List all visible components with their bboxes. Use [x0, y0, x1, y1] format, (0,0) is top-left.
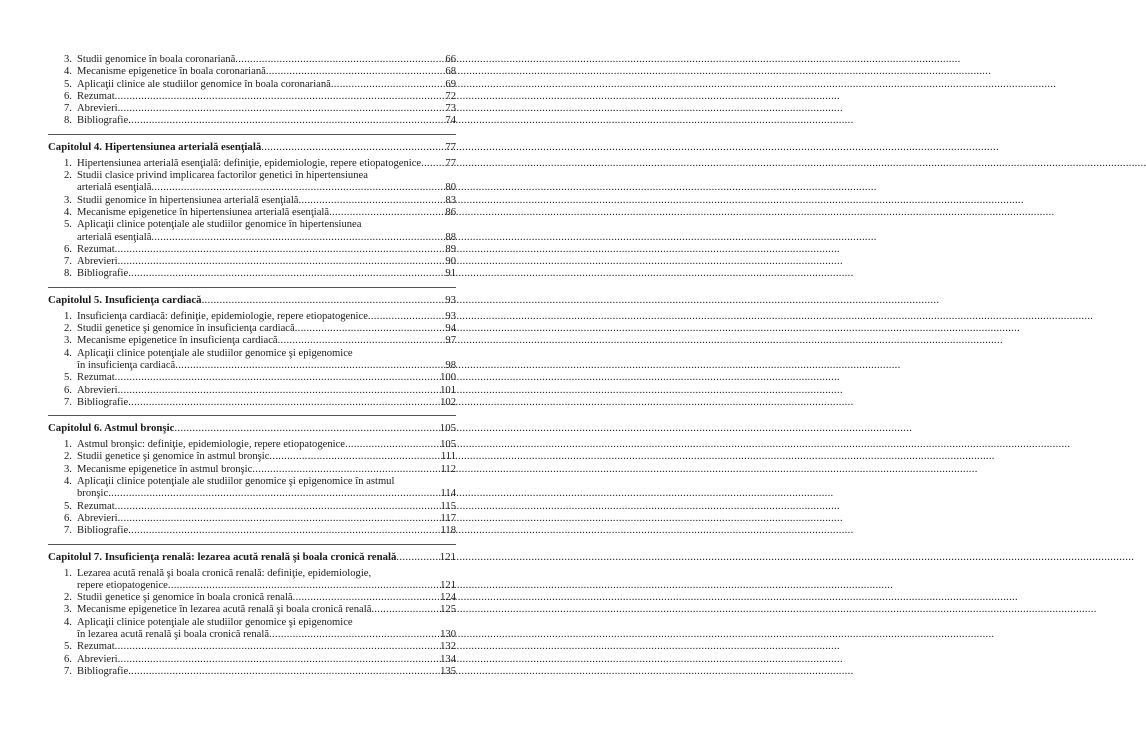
page-number: 83: [445, 194, 456, 206]
entry-number: 4.: [64, 476, 72, 488]
dot-leader: [115, 372, 440, 384]
entry-text: Bibliografie: [77, 665, 129, 677]
dot-leader: [128, 666, 440, 678]
entry-number: 3.: [64, 335, 72, 347]
page-number: 88: [445, 231, 456, 243]
dot-leader: [128, 525, 440, 537]
dot-leader: [115, 501, 441, 513]
entry-text: Hipertensiunea arterială esenţială: definiţie, epidemiologie, repere etiopatogenice: [77, 157, 422, 169]
dot-leader: [278, 335, 446, 347]
entry-text: Bibliografie: [77, 115, 129, 127]
entry-text: Aplicaţii clinice potenţiale ale studiilor genomice şi epigenomice: [77, 347, 353, 359]
dot-leader: [108, 488, 440, 500]
dot-leader: [266, 66, 446, 78]
page-number: 121: [440, 579, 456, 591]
toc-entry[interactable]: [48, 629, 456, 641]
toc-entry-line: [48, 476, 456, 488]
dot-leader: [371, 604, 440, 616]
chapter-section: [48, 141, 456, 281]
page-number: 135: [440, 665, 456, 677]
entry-text: Bibliografie: [77, 268, 129, 280]
toc-entry[interactable]: [48, 244, 456, 256]
entry-number: 8.: [64, 115, 72, 127]
toc-entry-line: [48, 348, 456, 360]
entry-text: Mecanisme epigenetice în hipertensiunea arterială esenţială: [77, 206, 330, 218]
page-number: 77: [445, 157, 456, 169]
chapter-heading[interactable]: [48, 294, 456, 307]
dot-leader: [118, 103, 446, 115]
dot-leader: [235, 54, 445, 66]
previous-chapter-items: [48, 54, 456, 128]
entry-number: 6.: [64, 653, 72, 665]
entry-number: 4.: [64, 66, 72, 78]
entry-text: Mecanisme epigenetice în boala coronariană: [77, 66, 266, 78]
toc-entry[interactable]: [48, 91, 456, 103]
dot-leader: [295, 323, 446, 335]
page-number: 93: [445, 310, 456, 322]
dot-leader: [345, 439, 440, 451]
chapter-page-number: 105: [439, 422, 456, 435]
toc-entry[interactable]: [48, 641, 456, 653]
dot-leader: [331, 79, 446, 91]
entry-text: Aplicaţii clinice ale studiilor genomice în boala coronariană: [77, 78, 331, 90]
dot-leader: [202, 294, 446, 307]
entry-number: 8.: [64, 268, 72, 280]
entry-text: Mecanisme epigenetice în lezarea acută renală şi boala cronică renală: [77, 604, 372, 616]
entry-text: Rezumat: [77, 372, 115, 384]
section-divider: [48, 287, 456, 288]
chapter-heading[interactable]: [48, 141, 456, 154]
dot-leader: [115, 641, 440, 653]
dot-leader: [118, 513, 441, 525]
entry-number: 3.: [64, 194, 72, 206]
toc-entry-line: [48, 219, 456, 231]
toc-entry[interactable]: [48, 360, 456, 372]
entry-number: 1.: [64, 567, 72, 579]
entry-text: Aplicaţii clinice potenţiale ale studiilor genomice şi epigenomice în astmul: [77, 476, 395, 488]
entry-number: 7.: [64, 256, 72, 268]
chapter-title: Capitolul 5. Insuficienţa cardiacă: [48, 293, 202, 306]
section-divider: [48, 544, 456, 545]
dot-leader: [421, 158, 445, 170]
page-number: 98: [445, 359, 456, 371]
entry-number: 6.: [64, 243, 72, 255]
entry-number: 5.: [64, 641, 72, 653]
page-number: 117: [440, 512, 456, 524]
dot-leader: [174, 422, 439, 435]
dot-leader: [368, 311, 446, 323]
page-number: 100: [440, 372, 456, 384]
dot-leader: [175, 360, 445, 372]
chapter-page-number: 77: [445, 140, 456, 153]
page-number: 134: [440, 653, 456, 665]
toc-entry[interactable]: [48, 580, 456, 592]
toc-entry[interactable]: [48, 256, 456, 268]
toc-entry[interactable]: [48, 604, 456, 616]
entry-text: Rezumat: [77, 500, 115, 512]
toc-entry[interactable]: [48, 158, 456, 170]
chapter-page-number: 93: [445, 293, 456, 306]
entry-number: 4.: [64, 347, 72, 359]
entry-number: 2.: [64, 323, 72, 335]
toc-entry[interactable]: [48, 268, 456, 280]
toc-entry[interactable]: [48, 335, 456, 347]
entry-text: arterială esenţială: [77, 231, 152, 243]
entry-text: Studii genomice în boala coronariană: [77, 54, 236, 65]
toc-entry[interactable]: [48, 66, 456, 78]
page-number: 68: [445, 66, 456, 78]
chapter-page-number: 121: [439, 550, 456, 563]
chapter-section: [48, 422, 456, 537]
dot-leader: [329, 207, 445, 219]
page-number: 105: [440, 439, 456, 451]
page-number: 91: [445, 268, 456, 280]
entry-text: Abrevieri: [77, 384, 118, 396]
entry-text: repere etiopatogenice: [77, 579, 168, 591]
entry-text: bronşic: [77, 488, 109, 500]
toc-entry[interactable]: [48, 323, 456, 335]
page-number: 97: [445, 335, 456, 347]
entry-number: 3.: [64, 604, 72, 616]
page-number: 74: [445, 115, 456, 127]
entry-number: 2.: [64, 592, 72, 604]
dot-leader: [118, 256, 446, 268]
page-number: 118: [440, 525, 456, 537]
entry-text: Abrevieri: [77, 512, 118, 524]
entry-text: Bibliografie: [77, 525, 129, 537]
dot-leader: [118, 385, 441, 397]
chapter-title: Capitolul 4. Hipertensiunea arterială esenţială: [48, 140, 262, 153]
entry-text: în lezarea acută renală şi boala cronică renală: [77, 628, 270, 640]
toc-entry-line: [48, 568, 456, 580]
entry-text: Studii clasice privind implicarea factorilor genetici în hipertensiunea: [77, 170, 368, 182]
entry-number: 7.: [64, 665, 72, 677]
entry-number: 7.: [64, 525, 72, 537]
dot-leader: [269, 629, 440, 641]
dot-leader: [118, 654, 441, 666]
toc-entry-line: [48, 170, 456, 182]
section-divider: [48, 415, 456, 416]
chapter-heading[interactable]: [48, 551, 456, 564]
toc-entry[interactable]: [48, 232, 456, 244]
page-number: 101: [440, 384, 456, 396]
page-number: 114: [440, 488, 456, 500]
entry-number: 5.: [64, 219, 72, 231]
chapter-section: [48, 294, 456, 409]
entry-text: Lezarea acută renală şi boala cronică renală: definiţie, epidemiologie,: [77, 567, 372, 579]
toc-entry[interactable]: [48, 666, 456, 678]
page-number: 80: [445, 182, 456, 194]
dot-leader: [115, 91, 446, 103]
toc-entry[interactable]: [48, 103, 456, 115]
entry-number: 7.: [64, 103, 72, 115]
entry-text: Abrevieri: [77, 256, 118, 268]
entry-text: Insuficienţa cardiacă: definiţie, epidemiologie, repere etiopatogenice: [77, 310, 368, 322]
entry-number: 2.: [64, 451, 72, 463]
dot-leader: [293, 592, 440, 604]
dot-leader: [115, 244, 446, 256]
entry-number: 1.: [64, 157, 72, 169]
page-number: 111: [440, 451, 456, 463]
dot-leader: [396, 551, 439, 564]
chapter-title: Capitolul 7. Insuficienţa renală: lezarea acută renală şi boala cronică renală: [48, 550, 397, 563]
toc-entry[interactable]: [48, 372, 456, 384]
entry-text: Studii genetice şi genomice în boala cronică renală: [77, 592, 293, 604]
table-of-contents: [48, 54, 456, 678]
toc-entry[interactable]: [48, 488, 456, 500]
toc-entry[interactable]: [48, 501, 456, 513]
page-number: 102: [440, 396, 456, 408]
entry-number: 6.: [64, 384, 72, 396]
entry-text: Studii genetice şi genomice în insuficienţa cardiacă: [77, 323, 295, 335]
entry-text: în insuficienţa cardiacă: [77, 359, 176, 371]
page-number: 132: [440, 641, 456, 653]
toc-entry[interactable]: [48, 397, 456, 409]
toc-entry[interactable]: [48, 654, 456, 666]
page-number: 66: [445, 54, 456, 65]
entry-text: Rezumat: [77, 90, 115, 102]
dot-leader: [128, 268, 445, 280]
entry-number: 6.: [64, 512, 72, 524]
entry-number: 6.: [64, 90, 72, 102]
entry-number: 1.: [64, 310, 72, 322]
dot-leader: [151, 232, 445, 244]
page-number: 86: [445, 206, 456, 218]
chapter-title: Capitolul 6. Astmul bronşic: [48, 422, 175, 435]
toc-entry[interactable]: [48, 207, 456, 219]
entry-number: 4.: [64, 206, 72, 218]
dot-leader: [252, 464, 440, 476]
toc-entry[interactable]: [48, 525, 456, 537]
toc-entry[interactable]: [48, 311, 456, 323]
entry-number: 7.: [64, 396, 72, 408]
toc-entry[interactable]: [48, 79, 456, 91]
entry-text: Studii genetice şi genomice în astmul bronşic: [77, 451, 270, 463]
entry-text: Astmul bronşic: definiţie, epidemiologie, repere etiopatogenice: [77, 439, 345, 451]
page-number: 72: [445, 90, 456, 102]
page-number: 112: [440, 463, 456, 475]
toc-entry[interactable]: [48, 54, 456, 66]
dot-leader: [128, 397, 440, 409]
entry-number: 2.: [64, 170, 72, 182]
entry-text: Mecanisme epigenetice în astmul bronşic: [77, 463, 253, 475]
dot-leader: [299, 195, 446, 207]
entry-text: Rezumat: [77, 641, 115, 653]
entry-number: 5.: [64, 372, 72, 384]
toc-entry[interactable]: [48, 513, 456, 525]
page-number: 90: [445, 256, 456, 268]
toc-entry[interactable]: [48, 182, 456, 194]
chapter-section: [48, 551, 456, 679]
entry-number: 5.: [64, 500, 72, 512]
entry-number: 3.: [64, 54, 72, 65]
entry-text: Aplicaţii clinice potenţiale ale studiilor genomice în hipertensiunea: [77, 219, 362, 231]
entry-text: Rezumat: [77, 243, 115, 255]
toc-entry[interactable]: [48, 451, 456, 463]
entry-number: 4.: [64, 616, 72, 628]
entry-text: Mecanisme epigenetice în insuficienţa cardiacă: [77, 335, 278, 347]
section-divider: [48, 134, 456, 135]
entry-text: Abrevieri: [77, 103, 118, 115]
entry-text: Bibliografie: [77, 396, 129, 408]
page-number: 115: [440, 500, 456, 512]
page-number: 69: [445, 78, 456, 90]
entry-text: Studii genomice în hipertensiunea arterială esenţială: [77, 194, 299, 206]
toc-entry[interactable]: [48, 115, 456, 127]
page-number: 89: [445, 243, 456, 255]
dot-leader: [269, 451, 440, 463]
toc-entry[interactable]: [48, 195, 456, 207]
toc-entry[interactable]: [48, 385, 456, 397]
page-number: 94: [445, 323, 456, 335]
page-number: 125: [440, 604, 456, 616]
entry-number: 1.: [64, 439, 72, 451]
page-number: 124: [440, 592, 456, 604]
entry-number: 3.: [64, 463, 72, 475]
dot-leader: [168, 580, 440, 592]
entry-number: 5.: [64, 78, 72, 90]
toc-entry-line: [48, 617, 456, 629]
dot-leader: [128, 115, 445, 127]
toc-entry[interactable]: [48, 439, 456, 451]
entry-text: Aplicaţii clinice potenţiale ale studiilor genomice şi epigenomice: [77, 616, 353, 628]
page-number: 73: [445, 103, 456, 115]
page-number: 130: [440, 628, 456, 640]
chapter-heading[interactable]: [48, 422, 456, 435]
dot-leader: [261, 141, 445, 154]
toc-entry[interactable]: [48, 592, 456, 604]
entry-text: arterială esenţială: [77, 182, 152, 194]
entry-text: Abrevieri: [77, 653, 118, 665]
toc-entry[interactable]: [48, 464, 456, 476]
dot-leader: [151, 182, 445, 194]
